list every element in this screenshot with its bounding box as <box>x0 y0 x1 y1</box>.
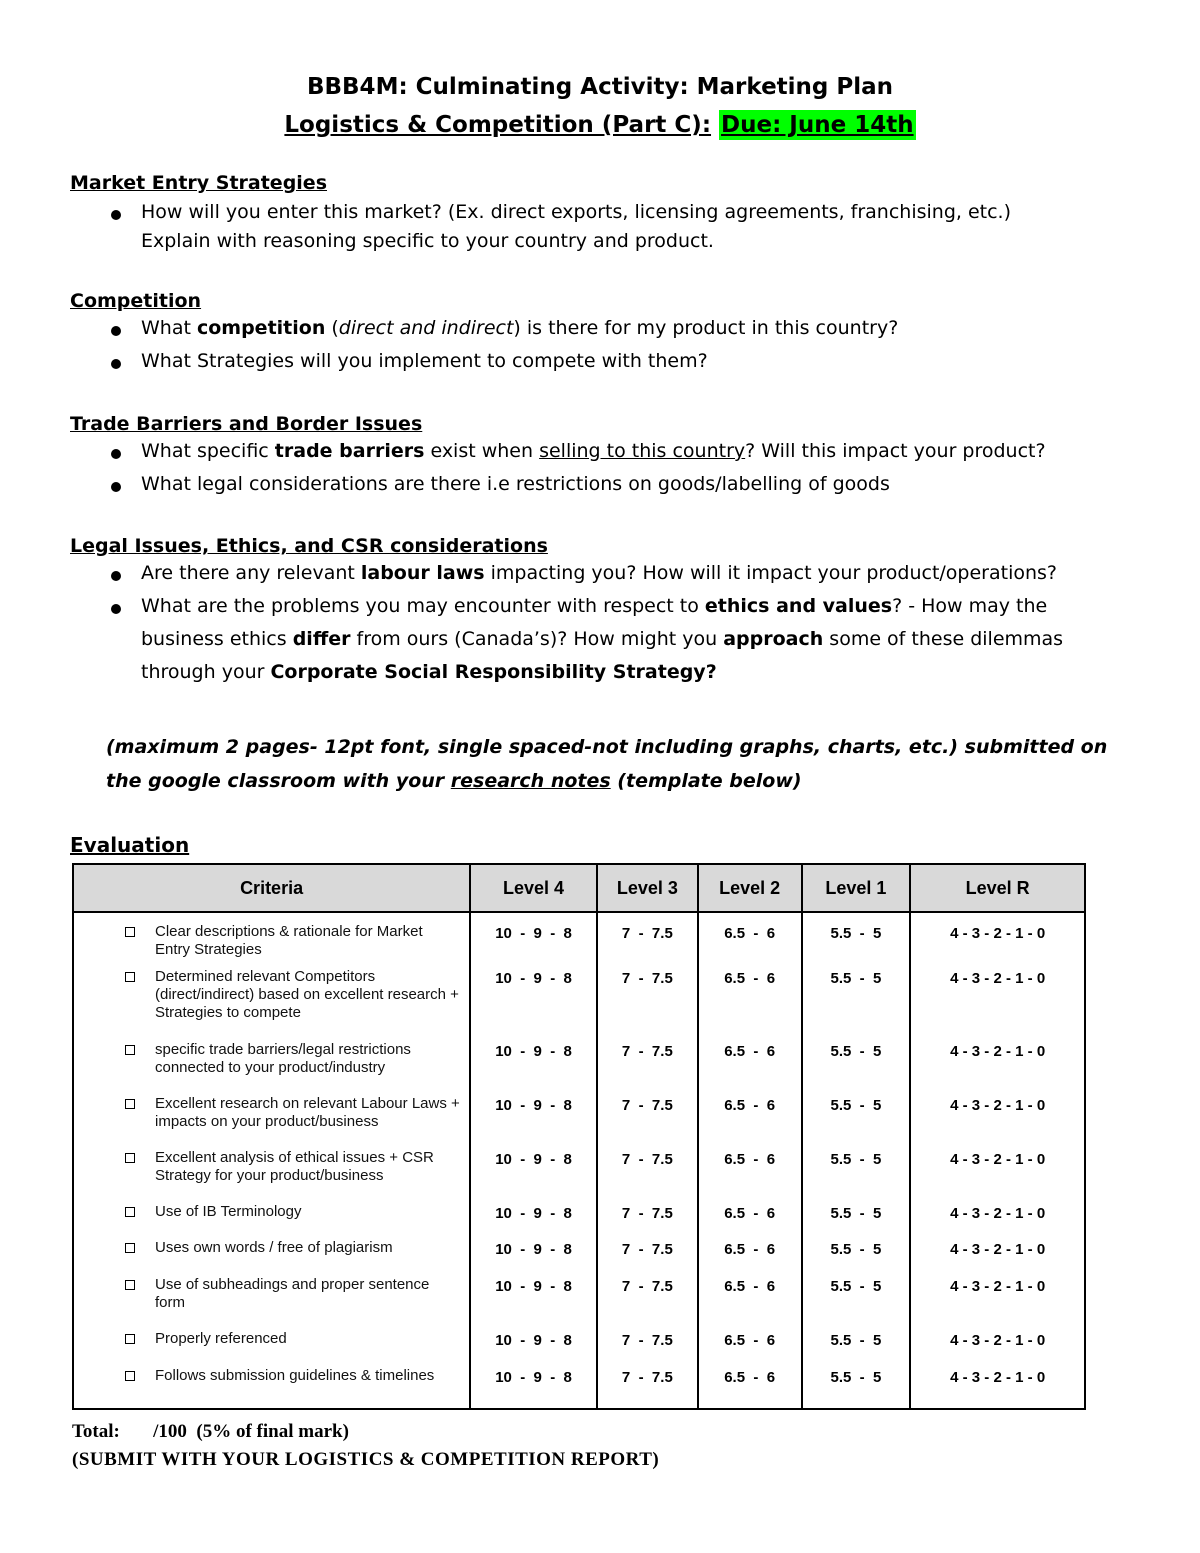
bullet-icon <box>111 482 121 492</box>
table-row <box>73 1201 1085 1237</box>
score-cell-l3: 7 - 7.5 <box>597 966 698 1039</box>
checkbox-icon <box>125 927 135 937</box>
criteria-cell: Excellent research on relevant Labour Laws + impacts on your product/business <box>75 1095 468 1131</box>
checkbox-icon <box>125 1153 135 1163</box>
score-cell-l1: 5.5 - 5 <box>802 1039 911 1093</box>
bullet-icon <box>111 210 121 220</box>
submission-note: (maximum 2 pages- 12pt font, single spaced-not including graphs, charts, etc.) submitted on the google classroom with your research notes (template below) <box>106 736 1108 792</box>
score-cell-lr: 4 - 3 - 2 - 1 - 0 <box>910 912 1085 966</box>
checkbox-icon <box>125 1099 135 1109</box>
score-cell-l2: 6.5 - 6 <box>698 966 802 1039</box>
score-cell-l3: 7 - 7.5 <box>597 1328 698 1365</box>
score-cell-l1: 5.5 - 5 <box>802 1328 911 1365</box>
score-cell-lr: 4 - 3 - 2 - 1 - 0 <box>910 1147 1085 1201</box>
section-heading: Market Entry Strategies <box>70 172 328 194</box>
column-header: Level 4 <box>470 864 597 912</box>
section-heading: Legal Issues, Ethics, and CSR considerations <box>70 535 548 557</box>
score-cell-l2: 6.5 - 6 <box>698 912 802 966</box>
bullet-icon <box>111 359 121 369</box>
score-cell-l2: 6.5 - 6 <box>698 1039 802 1093</box>
criteria-cell: Uses own words / free of plagiarism <box>75 1239 468 1257</box>
score-cell-l2: 6.5 - 6 <box>698 1147 802 1201</box>
score-cell-l2: 6.5 - 6 <box>698 1328 802 1365</box>
score-cell-l4: 10 - 9 - 8 <box>470 1274 597 1328</box>
column-header: Level 1 <box>802 864 911 912</box>
due-date-highlight: Due: June 14th <box>721 112 914 138</box>
table-row <box>73 912 1085 966</box>
document-subtitle <box>0 112 1200 138</box>
section-heading: Competition <box>70 290 202 312</box>
score-cell-l1: 5.5 - 5 <box>802 1093 911 1147</box>
table-row <box>73 1093 1085 1147</box>
section-heading: Trade Barriers and Border Issues <box>70 413 423 435</box>
score-cell-lr: 4 - 3 - 2 - 1 - 0 <box>910 966 1085 1039</box>
score-cell-lr: 4 - 3 - 2 - 1 - 0 <box>910 1328 1085 1365</box>
criteria-cell: Determined relevant Competitors (direct/indirect) based on excellent research + Strategies to compete <box>75 968 468 1022</box>
score-cell-l2: 6.5 - 6 <box>698 1274 802 1328</box>
bullet-item: What are the problems you may encounter with respect to ethics and values? - How may the business ethics differ from ours (Canada’s)? How might you approach some of these dilemmas through your Corporate Social Responsibility Strategy? <box>70 590 1130 689</box>
section-legal-ethics <box>70 535 1130 689</box>
bullet-icon <box>111 449 121 459</box>
submit-instruction: (SUBMIT WITH YOUR LOGISTICS & COMPETITION REPORT) <box>72 1449 660 1470</box>
score-cell-lr: 4 - 3 - 2 - 1 - 0 <box>910 1274 1085 1328</box>
bullet-item: What specific trade barriers exist when selling to this country? Will this impact your product? <box>70 435 1130 468</box>
score-cell-l3: 7 - 7.5 <box>597 1147 698 1201</box>
score-cell-l4: 10 - 9 - 8 <box>470 966 597 1039</box>
section-market-entry <box>70 172 1130 256</box>
table-row <box>73 966 1085 1039</box>
score-cell-l1: 5.5 - 5 <box>802 1237 911 1274</box>
checkbox-icon <box>125 1207 135 1217</box>
table-row <box>73 1147 1085 1201</box>
bullet-item: What competition (direct and indirect) is there for my product in this country? <box>70 312 1130 345</box>
score-cell-l4: 10 - 9 - 8 <box>470 1201 597 1237</box>
table-row <box>73 1365 1085 1409</box>
score-cell-lr: 4 - 3 - 2 - 1 - 0 <box>910 1237 1085 1274</box>
column-header: Level R <box>910 864 1085 912</box>
criteria-cell: Use of subheadings and proper sentence form <box>75 1276 468 1312</box>
column-header: Level 2 <box>698 864 802 912</box>
section-competition <box>70 290 1130 378</box>
score-cell-l4: 10 - 9 - 8 <box>470 1328 597 1365</box>
score-cell-l4: 10 - 9 - 8 <box>470 1147 597 1201</box>
score-cell-l1: 5.5 - 5 <box>802 1274 911 1328</box>
table-row <box>73 1237 1085 1274</box>
score-cell-l3: 7 - 7.5 <box>597 1201 698 1237</box>
section-trade-barriers <box>70 413 1130 501</box>
evaluation-heading: Evaluation <box>70 833 190 857</box>
checkbox-icon <box>125 1280 135 1290</box>
score-cell-lr: 4 - 3 - 2 - 1 - 0 <box>910 1201 1085 1237</box>
score-cell-lr: 4 - 3 - 2 - 1 - 0 <box>910 1093 1085 1147</box>
evaluation-rubric-table <box>72 863 1086 1410</box>
column-header: Criteria <box>73 864 470 912</box>
checkbox-icon <box>125 1371 135 1381</box>
score-cell-l1: 5.5 - 5 <box>802 1365 911 1409</box>
score-cell-l4: 10 - 9 - 8 <box>470 1365 597 1409</box>
score-cell-l1: 5.5 - 5 <box>802 1201 911 1237</box>
criteria-cell: Properly referenced <box>75 1330 468 1348</box>
document-title: BBB4M: Culminating Activity: Marketing Plan <box>306 74 894 100</box>
total-line: Total: /100 (5% of final mark) <box>72 1421 349 1442</box>
score-cell-l1: 5.5 - 5 <box>802 1147 911 1201</box>
score-cell-l4: 10 - 9 - 8 <box>470 1093 597 1147</box>
score-cell-l2: 6.5 - 6 <box>698 1201 802 1237</box>
bullet-item: Are there any relevant labour laws impacting you? How will it impact your product/operations? <box>70 557 1130 590</box>
table-row <box>73 1039 1085 1093</box>
criteria-cell: Excellent analysis of ethical issues + CSR Strategy for your product/business <box>75 1149 468 1185</box>
score-cell-l2: 6.5 - 6 <box>698 1365 802 1409</box>
score-cell-l1: 5.5 - 5 <box>802 912 911 966</box>
table-header-row <box>73 864 1085 912</box>
subtitle-text: Logistics & Competition (Part C): <box>284 112 712 138</box>
column-header: Level 3 <box>597 864 698 912</box>
score-cell-l4: 10 - 9 - 8 <box>470 912 597 966</box>
bullet-item: How will you enter this market? (Ex. direct exports, licensing agreements, franchising, etc.) Explain with reasoning specific to your country and product. <box>70 198 1130 256</box>
score-cell-l3: 7 - 7.5 <box>597 912 698 966</box>
score-cell-l4: 10 - 9 - 8 <box>470 1039 597 1093</box>
score-cell-l3: 7 - 7.5 <box>597 1093 698 1147</box>
score-cell-l3: 7 - 7.5 <box>597 1237 698 1274</box>
criteria-cell: Follows submission guidelines & timelines <box>75 1367 468 1385</box>
score-cell-l3: 7 - 7.5 <box>597 1365 698 1409</box>
score-cell-l3: 7 - 7.5 <box>597 1274 698 1328</box>
score-cell-l1: 5.5 - 5 <box>802 966 911 1039</box>
bullet-icon <box>111 326 121 336</box>
criteria-cell: Use of IB Terminology <box>75 1203 468 1221</box>
bullet-icon <box>111 571 121 581</box>
criteria-cell: Clear descriptions & rationale for Market Entry Strategies <box>75 923 468 959</box>
checkbox-icon <box>125 1243 135 1253</box>
bullet-icon <box>111 604 121 614</box>
checkbox-icon <box>125 972 135 982</box>
score-cell-l2: 6.5 - 6 <box>698 1093 802 1147</box>
table-row <box>73 1274 1085 1328</box>
score-cell-lr: 4 - 3 - 2 - 1 - 0 <box>910 1365 1085 1409</box>
score-cell-lr: 4 - 3 - 2 - 1 - 0 <box>910 1039 1085 1093</box>
score-cell-l2: 6.5 - 6 <box>698 1237 802 1274</box>
score-cell-l3: 7 - 7.5 <box>597 1039 698 1093</box>
checkbox-icon <box>125 1045 135 1055</box>
bullet-item: What legal considerations are there i.e restrictions on goods/labelling of goods <box>70 468 1130 501</box>
table-row <box>73 1328 1085 1365</box>
bullet-item: What Strategies will you implement to compete with them? <box>70 345 1130 378</box>
score-cell-l4: 10 - 9 - 8 <box>470 1237 597 1274</box>
criteria-cell: specific trade barriers/legal restrictions connected to your product/industry <box>75 1041 468 1077</box>
checkbox-icon <box>125 1334 135 1344</box>
